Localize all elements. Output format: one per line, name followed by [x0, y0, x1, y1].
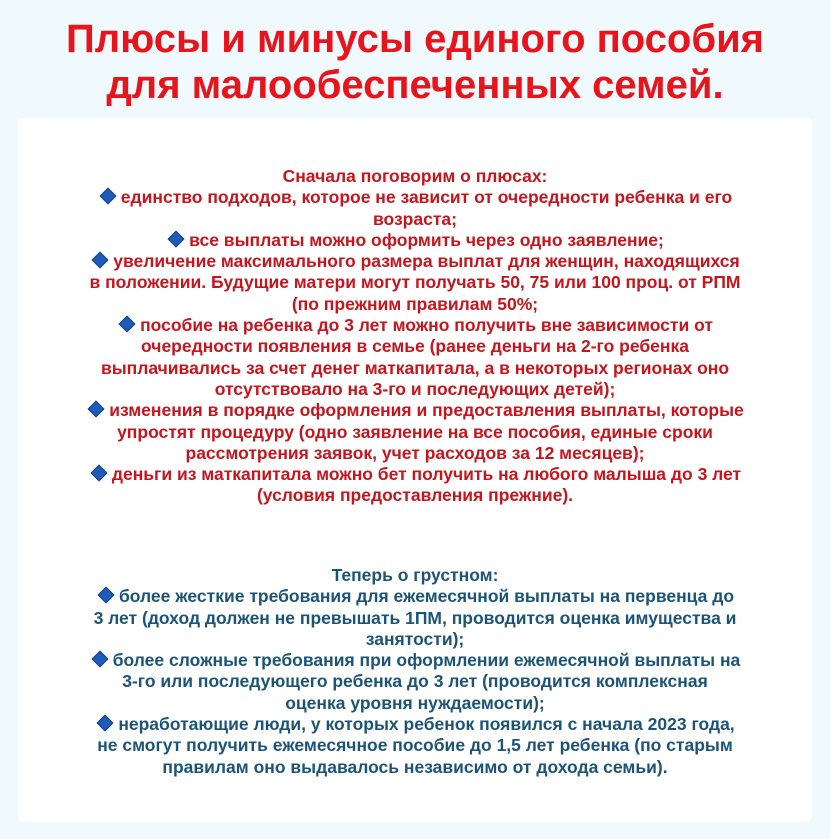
item-text: возраста; [373, 208, 457, 229]
diamond-bullet-icon [97, 587, 114, 604]
item-text: единство подходов, которое не зависит от очередности ребенка и его [120, 187, 733, 208]
item-text: отсутствовало на 3-го и последующих детей); [214, 378, 616, 399]
cons-item [0, 586, 830, 650]
item-text: выплачивались за счет денег маткапитала, а в некоторых регионах оно [100, 357, 730, 378]
diamond-bullet-icon [168, 230, 185, 247]
item-text: (по прежним правилам 50%; [291, 293, 539, 314]
pros-item [0, 230, 830, 251]
cons-heading: Теперь о грустном: [331, 565, 499, 585]
item-text: неработающие люди, у которых ребенок появился с начала 2023 года, [118, 714, 735, 735]
diamond-bullet-icon [97, 715, 114, 732]
pros-item [0, 315, 830, 400]
pros-item [0, 400, 830, 464]
item-text: 3-го или последующего ребенка до 3 лет (проводится комплексная [122, 671, 708, 692]
pros-item [0, 464, 830, 507]
pros-heading: Сначала поговорим о плюсах: [282, 166, 548, 186]
item-text: рассмотрения заявок, учет расходов за 12 месяцев); [185, 442, 645, 463]
item-text: (условия предоставления прежние). [256, 485, 574, 506]
diamond-bullet-icon [99, 188, 116, 205]
title-line-2: для малообеспеченных семей. [106, 63, 724, 107]
item-text: в положении. Будущие матери могут получать 50, 75 или 100 проц. от РПМ [89, 272, 741, 293]
diamond-bullet-icon [91, 651, 108, 668]
page-title [0, 16, 830, 108]
item-text: не смогут получить ежемесячное пособие до 1,5 лет ребенка (по старым [97, 735, 733, 756]
diamond-bullet-icon [119, 316, 136, 333]
item-text: правилам оно выдавалось независимо от дохода семьи). [162, 756, 668, 777]
item-text: оценка уровня нуждаемости); [285, 692, 545, 713]
item-text: изменения в порядке оформления и предоставления выплаты, которые [109, 400, 744, 421]
item-text: пособие на ребенка до 3 лет можно получить вне зависимости от [140, 315, 713, 336]
pros-item [0, 187, 830, 230]
item-text: деньги из маткапитала можно бет получить на любого малыша до 3 лет [111, 464, 742, 485]
diamond-bullet-icon [90, 465, 107, 482]
pros-section [0, 166, 830, 507]
cons-item [0, 714, 830, 778]
diamond-bullet-icon [92, 252, 109, 269]
item-text: занятости); [365, 628, 465, 649]
title-line-1: Плюсы и минусы единого пособия [65, 17, 764, 61]
cons-section [0, 565, 830, 778]
pros-item [0, 251, 830, 315]
item-text: 3 лет (доход должен не превышать 1ПМ, проводится оценка имущества и [93, 607, 737, 628]
diamond-bullet-icon [88, 401, 105, 418]
cons-item [0, 650, 830, 714]
item-text: увеличение максимального размера выплат для женщин, находящихся [113, 251, 740, 272]
item-text: очередности появления в семье (ранее деньги на 2-го ребенка [141, 336, 689, 357]
item-text: более жесткие требования для ежемесячной выплаты на первенца до [118, 586, 735, 607]
item-text: упростят процедуру (одно заявление на все пособия, единые сроки [117, 421, 713, 442]
item-text: более сложные требования при оформлении ежемесячной выплаты на [112, 650, 741, 671]
item-text: все выплаты можно оформить через одно заявление; [189, 229, 664, 250]
